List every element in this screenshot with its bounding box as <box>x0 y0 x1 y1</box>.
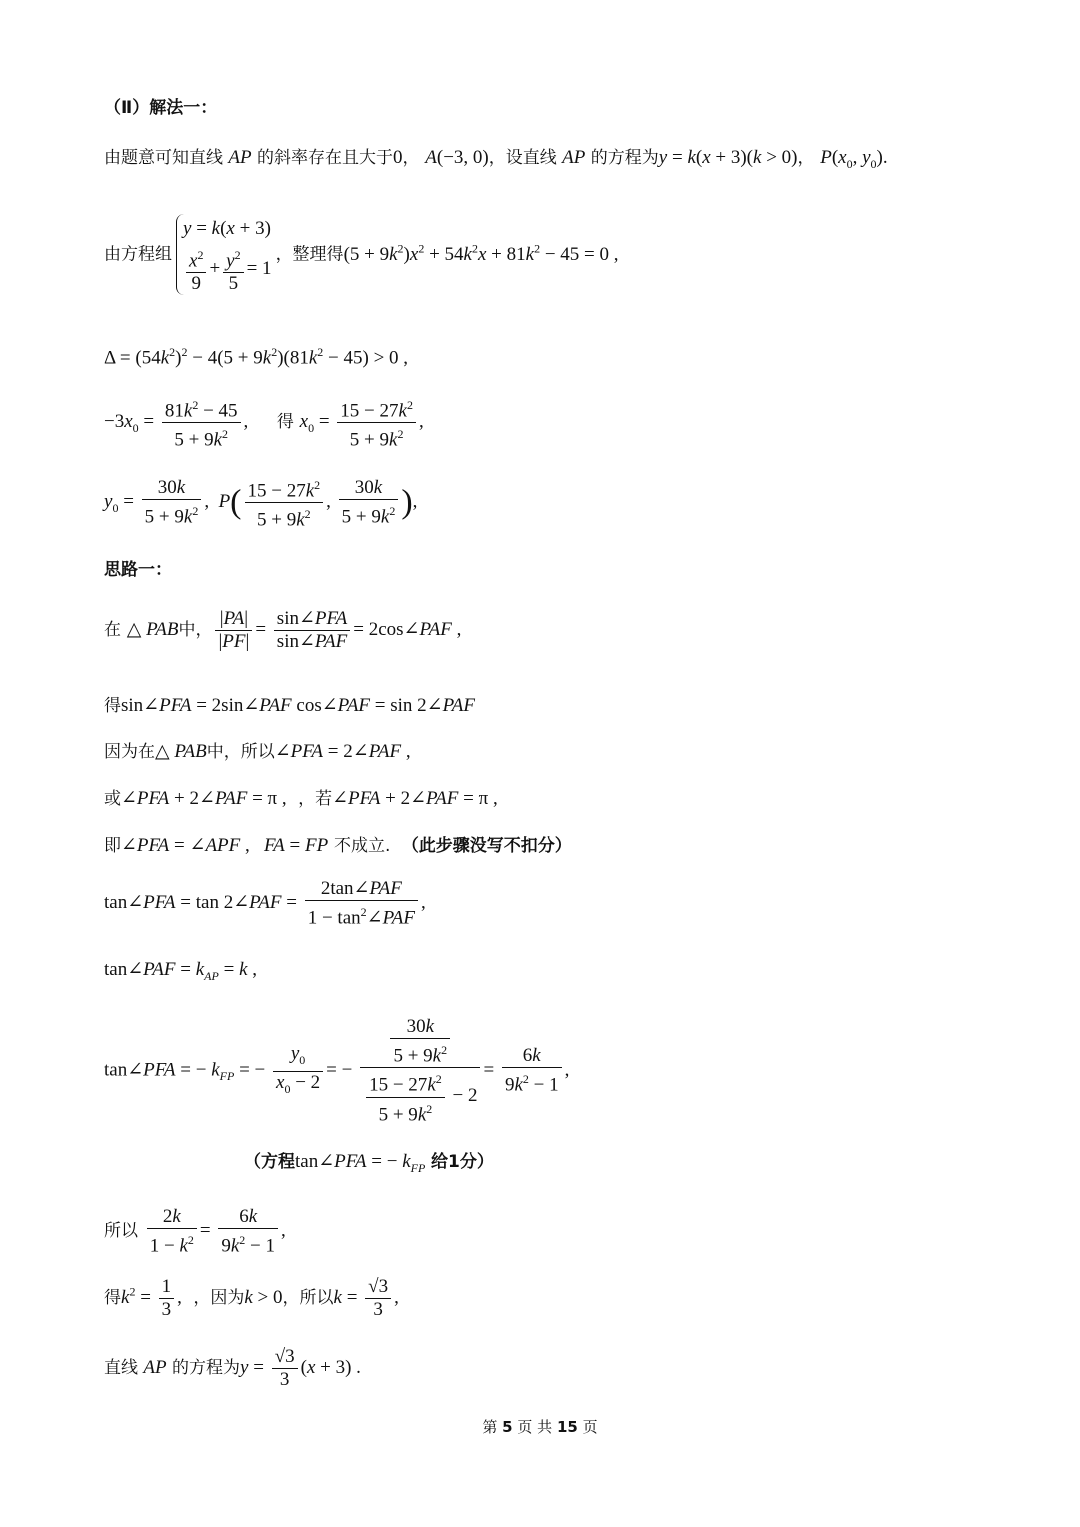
page-total: 15 <box>556 1418 578 1436</box>
line-final-equation: 直线 AP 的方程为y = $\frac{√3}{3}$ (x + 3) . <box>104 1346 361 1390</box>
line-solve-k: 得$k^2$ = $\frac{1}{3}$ , ，因为k > 0，所以k = $\frac{√3}{3}$ , <box>104 1276 399 1320</box>
page-footer: 第 5 页 共 15 页 <box>482 1418 598 1436</box>
page-number: 5 <box>502 1418 513 1436</box>
line-sine-rule: 在 △ PAB中， $\frac{|PA|}{|PF|}$ = $\frac{\text{sin∠PFA}}{\text{sin∠PAF}}$ = 2cos∠PAF , <box>104 608 462 652</box>
line-slope-setup: 由题意可知直线 AP 的斜率存在且大于0， A(−3, 0)，设直线 AP 的方程为y = k(x + 3)(k > 0)， $P(x_0$, $y_0$). <box>104 147 888 171</box>
line-equation-system: 由方程组 y = k(x + 3) $\frac{x^2}{9}$ + $\frac{y^2}{5}$ = 1 ，整理得$(5 + 9k^2)x^2 + 54k^2x + 81k^2 - 45 = 0$ , <box>104 214 619 295</box>
line-tan-paf: tan∠PAF = $k_{AP} = k$ , <box>104 959 257 983</box>
solution-heading: （Ⅱ）解法一： <box>104 98 218 118</box>
line-tan-double: tan∠PFA = tan 2∠PAF = $\frac{\text{2tan∠PAF}}{1 - \tan^2\angle PAF}$ , <box>104 878 426 929</box>
line-double-angle: 得sin∠PFA = 2sin∠PAF cos∠PAF = sin 2∠PAF <box>104 695 475 716</box>
line-equate: 所以 $\frac{2k}{1 - k^2}$ = $\frac{6k}{9k^2 - 1}$ , <box>104 1206 286 1257</box>
scoring-note: （此步骤没写不扣分） <box>401 836 572 856</box>
line-vieta: $-3x_0$ = $\frac{81k^2 - 45}{5 + 9k^2}$ , 得 $x_0$ = $\frac{15 - 27k^2}{5 + 9k^2}$ , <box>104 398 424 451</box>
line-angle-relation: 因为在△ PAB中，所以∠PFA = 2∠PAF , <box>104 741 411 762</box>
section-heading: 思路一： <box>104 560 172 580</box>
line-contradiction: 即∠PFA = ∠APF , FA = FP 不成立. （此步骤没写不扣分） <box>104 835 572 856</box>
line-discriminant: $\Delta = (54k^2)^2 - 4(5 + 9k^2)(81k^2 - 45) > 0$ , <box>104 345 409 369</box>
line-angle-alternative: 或∠PFA + 2∠PAF = π , ，若∠PFA + 2∠PAF = π , <box>104 788 498 809</box>
line-tan-pfa: tan∠PFA = − $k_{FP}$ = − $\frac{y_0}{x_0 - 2}$ = − $\frac{30k}{5 + 9k^2}$ $\frac{15 - 27k^2}{5 + 9k^2}$ − 2 = $\frac{6k}{9k^2 - 1}$ , <box>104 1016 570 1125</box>
line-point-p: $y_0$ = $\frac{30k}{5 + 9k^2}$ , P( $\frac{15 - 27k^2}{5 + 9k^2}$ , $\frac{30k}{5 + 9k^2}$ ), <box>104 477 418 531</box>
line-score-note: （方程tan∠PFA = − $k_{FP}$ 给1分） <box>244 1151 494 1175</box>
equation-system: y = k(x + 3) $\frac{x^2}{9}$ + $\frac{y^2}{5}$ = 1 <box>176 214 272 295</box>
